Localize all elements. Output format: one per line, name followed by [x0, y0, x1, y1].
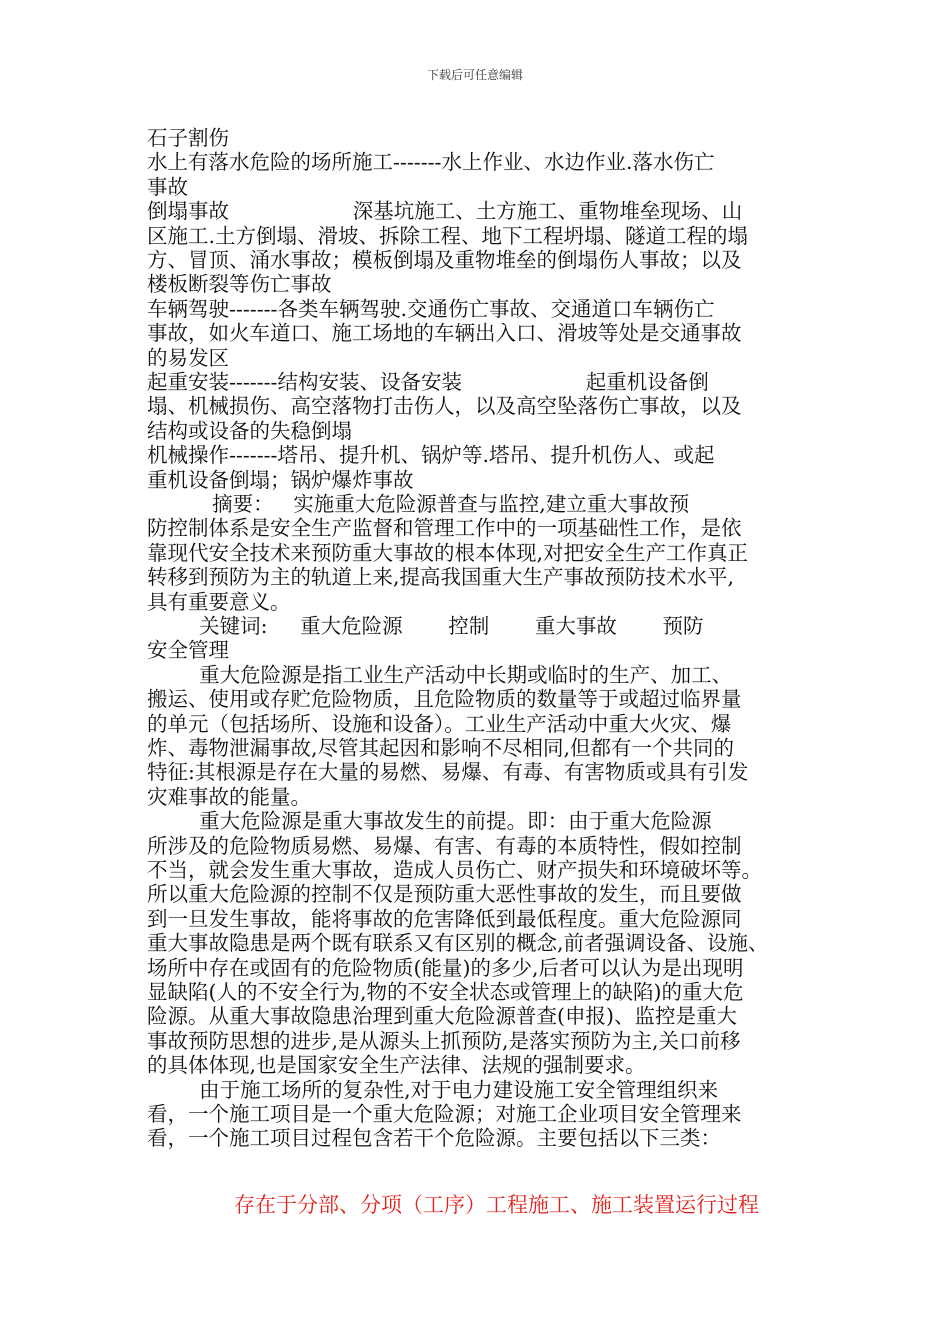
text-line: 具有重要意义。 [147, 589, 291, 614]
text-line: 重大危险源是重大事故发生的前提。即：由于重大危险源 [147, 809, 712, 834]
text-line: 看，一个施工项目过程包含若干个危险源。主要包括以下三类： [147, 1126, 721, 1151]
text-line: 事故 [147, 174, 188, 199]
text-line: 安全管理 [147, 638, 229, 663]
text-line: 灾难事故的能量。 [147, 784, 311, 809]
text-line: 机械操作-------塔吊、提升机、锅炉等.塔吊、提升机伤人、或起 [147, 443, 715, 468]
text-line: 重大危险源是指工业生产活动中长期或临时的生产、加工、 [147, 662, 733, 687]
text-line: 结构或设备的失稳倒塌 [147, 418, 352, 443]
text-line: 水上有落水危险的场所施工-------水上作业、水边作业.落水伤亡 [147, 150, 715, 175]
text-line: 靠现代安全技术来预防重大事故的根本体现,对把安全生产工作真正 [147, 540, 749, 565]
page-header-note: 下载后可任意编辑 [426, 68, 523, 82]
text-line: 防控制体系是安全生产监督和管理工作中的一项基础性工作，是依 [147, 516, 742, 541]
text-line: 不当，就会发生重大事故，造成人员伤亡、财产损失和环境破坏等。 [147, 858, 762, 882]
text-line: 石子割伤 [147, 126, 229, 150]
text-line: 看，一个施工项目是一个重大危险源；对施工企业项目安全管理来 [147, 1102, 742, 1126]
text-line: 的易发区 [147, 345, 229, 370]
text-line: 特征:其根源是存在大量的易燃、易爆、有毒、有害物质或具有引发 [147, 760, 749, 785]
text-line: 摘要： 实施重大危险源普查与监控,建立重大事故预 [147, 492, 690, 516]
text-line: 的具体体现,也是国家安全生产法律、法规的强制要求。 [147, 1053, 646, 1078]
text-line: 楼板断裂等伤亡事故 [147, 272, 332, 297]
text-line: 车辆驾驶-------各类车辆驾驶.交通伤亡事故、交通道口车辆伤亡 [147, 296, 715, 321]
text-line: 重大事故隐患是两个既有联系又有区别的概念,前者强调设备、设施、 [147, 931, 769, 956]
text-line: 所涉及的危险物质易燃、易爆、有害、有毒的本质特性，假如控制 [147, 833, 742, 858]
text-line: 炸、毒物泄漏事故,尽管其起因和影响不尽相同,但都有一个共同的 [147, 736, 735, 760]
text-line: 塌、机械损伤、高空落物打击伤人，以及高空坠落伤亡事故，以及 [147, 394, 742, 419]
text-line: 转移到预防为主的轨道上来,提高我国重大生产事故预防技术水平, [147, 565, 735, 590]
text-line: 到一旦发生事故，能将事故的危害降低到最低程度。重大危险源同 [147, 906, 742, 931]
text-line: 搬运、使用或存贮危险物质，且危险物质的数量等于或超过临界量 [147, 687, 742, 712]
text-line: 场所中存在或固有的危险物质(能量)的多少,后者可以认为是出现明 [147, 955, 744, 980]
text-line: 险源。从重大事故隐患治理到重大危险源普查(申报)、监控是重大 [147, 1004, 737, 1029]
text-line: 所以重大危险源的控制不仅是预防重大恶性事故的发生，而且要做 [147, 882, 742, 907]
text-line: 重机设备倒塌；锅炉爆炸事故 [147, 467, 414, 492]
text-line: 事故，如火车道口、施工场地的车辆出入口、滑坡等处是交通事故 [147, 321, 742, 346]
text-line: 由于施工场所的复杂性,对于电力建设施工安全管理组织来 [147, 1077, 719, 1102]
text-line: 关键词: 重大危险源 控制 重大事故 预防 [147, 614, 704, 638]
text-line: 事故预防思想的进步,是从源头上抓预防,是落实预防为主,关口前移 [147, 1028, 741, 1053]
text-line: 倒塌事故 深基坑施工、土方施工、重物堆垒现场、山 [147, 199, 743, 224]
text-line: 区施工.土方倒塌、滑坡、拆除工程、地下工程坍塌、隧道工程的塌 [147, 223, 749, 248]
highlight-line: 存在于分部、分项（工序）工程施工、施工装置运行过程 [234, 1193, 759, 1217]
text-line: 显缺陷(人的不安全行为,物的不安全状态或管理上的缺陷)的重大危 [147, 980, 744, 1004]
text-line: 起重安装-------结构安装、设备安装 起重机设备倒 [147, 370, 709, 394]
text-line: 方、冒顶、涌水事故；模板倒塌及重物堆垒的倒塌伤人事故；以及 [147, 248, 742, 272]
text-line: 的单元（包括场所、设施和设备）。工业生产活动中重大火灾、爆 [147, 711, 732, 736]
